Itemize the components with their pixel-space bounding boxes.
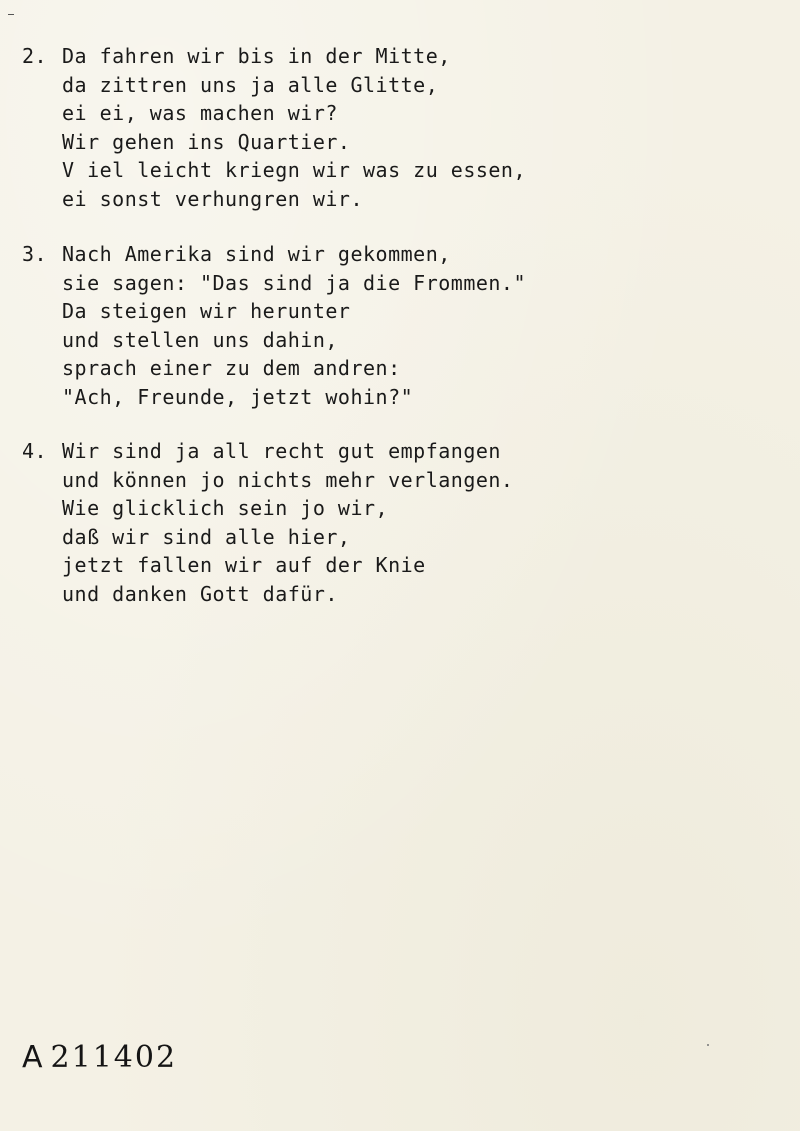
verse-line: Wie glicklich sein jo wir, bbox=[62, 496, 389, 520]
verse-line: ei ei, was machen wir? bbox=[62, 101, 338, 125]
verse-line: sprach einer zu dem andren: bbox=[62, 356, 401, 380]
verse-line: Wir sind ja all recht gut empfangen bbox=[62, 439, 501, 463]
verse-line: V iel leicht kriegn wir was zu essen, bbox=[62, 158, 527, 182]
archive-stamp-letter: A bbox=[22, 1040, 45, 1075]
verse-line: Da steigen wir herunter bbox=[62, 299, 351, 323]
verse-line: da zittren uns ja alle Glitte, bbox=[62, 72, 439, 97]
stanza-number: 2. bbox=[22, 44, 48, 68]
stanza-lines bbox=[62, 240, 526, 411]
verse-line: Wir gehen ins Quartier. bbox=[62, 129, 351, 154]
stanza-lines bbox=[62, 437, 513, 608]
verse-line: jetzt fallen wir auf der Knie bbox=[62, 553, 426, 577]
verse-line: daß wir sind alle hier, bbox=[62, 524, 351, 549]
archive-stamp-number: 211402 bbox=[50, 1040, 178, 1075]
verse-line: und stellen uns dahin, bbox=[62, 327, 338, 352]
verse-line: und danken Gott dafür. bbox=[62, 581, 338, 606]
paper-speck bbox=[707, 1044, 709, 1046]
archive-stamp bbox=[22, 1040, 177, 1075]
verse-line: Da fahren wir bis in der Mitte, bbox=[62, 44, 451, 68]
verse-line: "Ach, Freunde, jetzt wohin?" bbox=[62, 384, 414, 409]
verse-line: und können jo nichts mehr verlangen. bbox=[62, 467, 514, 492]
stanza-4 bbox=[22, 437, 513, 608]
verse-line: ei sonst verhungren wir. bbox=[62, 186, 363, 211]
verse-line: Nach Amerika sind wir gekommen, bbox=[62, 242, 451, 266]
stanza-2 bbox=[22, 42, 526, 213]
stanza-lines bbox=[62, 42, 526, 213]
stanza-number: 4. bbox=[22, 439, 48, 463]
stanza-3 bbox=[22, 240, 526, 411]
paper-speck bbox=[8, 14, 14, 15]
stanza-number: 3. bbox=[22, 242, 48, 266]
verse-line: sie sagen: "Das sind ja die Frommen." bbox=[62, 270, 527, 295]
